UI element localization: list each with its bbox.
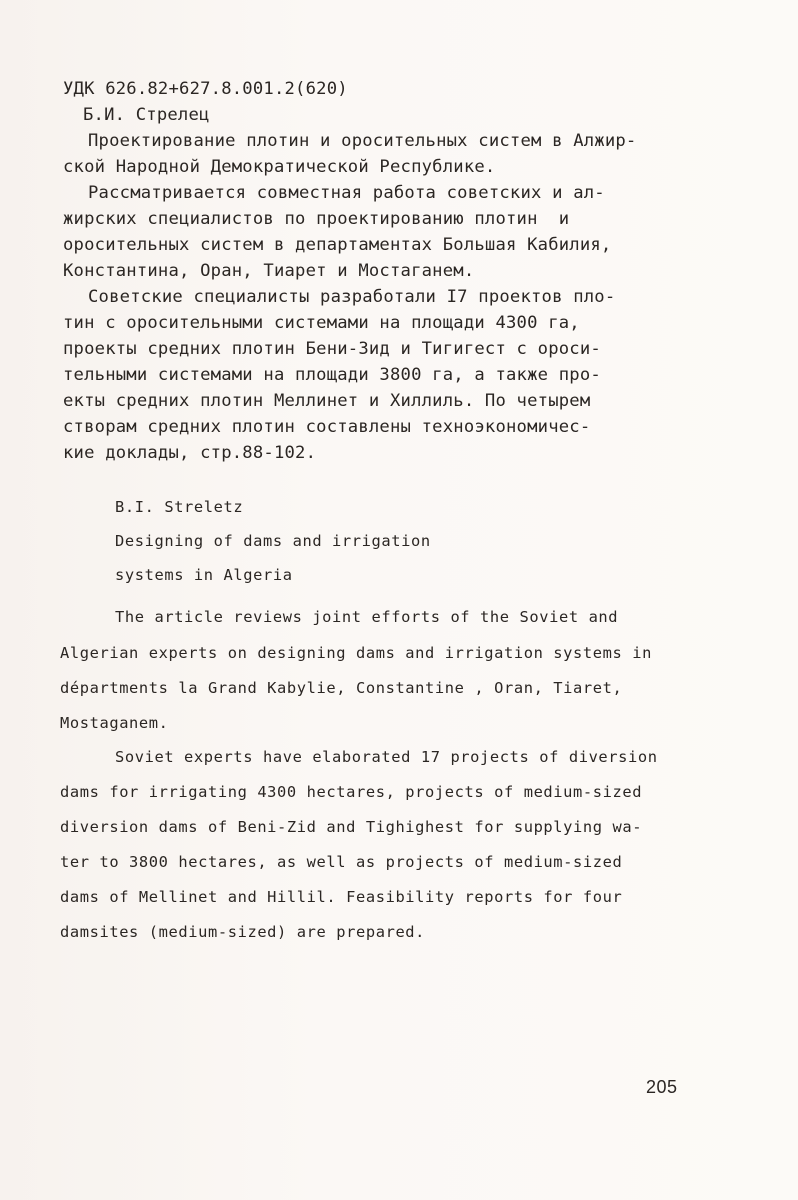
- english-abstract-line: ter to 3800 hectares, as well as projects of medium-sized: [60, 853, 623, 871]
- russian-abstract-line: кие доклады, стр.88-102.: [63, 443, 317, 463]
- english-abstract-line: damsites (medium-sized) are prepared.: [60, 923, 426, 941]
- english-abstract-line: Algerian experts on designing dams and irrigation systems in: [60, 644, 652, 662]
- english-title-line: Designing of dams and irrigation: [115, 532, 431, 550]
- english-abstract-line: Soviet experts have elaborated 17 projects of diversion: [115, 748, 658, 766]
- english-abstract-line: dams for irrigating 4300 hectares, projects of medium-sized: [60, 783, 643, 801]
- english-abstract-line: dams of Mellinet and Hillil. Feasibility reports for four: [60, 888, 623, 906]
- page-number: 205: [646, 1077, 678, 1097]
- english-abstract-line: The article reviews joint efforts of the Soviet and: [115, 608, 619, 626]
- english-abstract-line: Mostaganem.: [60, 714, 169, 732]
- russian-abstract-line: оросительных систем в департаментах Большая Кабилия,: [63, 235, 612, 255]
- english-abstract-line: diversion dams of Beni-Zid and Tighighest for supplying wa-: [60, 818, 643, 836]
- russian-abstract-line: екты средних плотин Меллинет и Хиллиль. По четырем: [63, 391, 591, 411]
- english-abstract-line: départments la Grand Kabylie, Constantine , Oran, Tiaret,: [60, 679, 623, 697]
- russian-abstract-line: тин с оросительными системами на площади 4300 га,: [63, 313, 580, 333]
- english-author: B.I. Streletz: [115, 498, 244, 516]
- russian-abstract-line: Советские специалисты разработали I7 проектов пло-: [88, 287, 616, 307]
- russian-abstract-line: тельными системами на площади 3800 га, а также про-: [63, 365, 601, 385]
- russian-author: Б.И. Стрелец: [83, 105, 210, 125]
- russian-abstract: [63, 76, 743, 466]
- russian-abstract-line: жирских специалистов по проектированию плотин и: [63, 209, 570, 229]
- russian-title-line: ской Народной Демократической Республике.: [63, 157, 496, 177]
- russian-abstract-line: проекты средних плотин Бени-Зид и Тигигест с ороси-: [63, 339, 601, 359]
- russian-title-line: Проектирование плотин и оросительных систем в Алжир-: [88, 131, 637, 151]
- russian-abstract-line: Рассматривается совместная работа советских и ал-: [88, 183, 605, 203]
- russian-abstract-line: Константина, Оран, Тиарет и Мостаганем.: [63, 261, 475, 281]
- english-title-line: systems in Algeria: [115, 566, 293, 584]
- russian-abstract-line: створам средних плотин составлены техноэкономичес-: [63, 417, 591, 437]
- udc-code: УДК 626.82+627.8.001.2(620): [63, 79, 348, 99]
